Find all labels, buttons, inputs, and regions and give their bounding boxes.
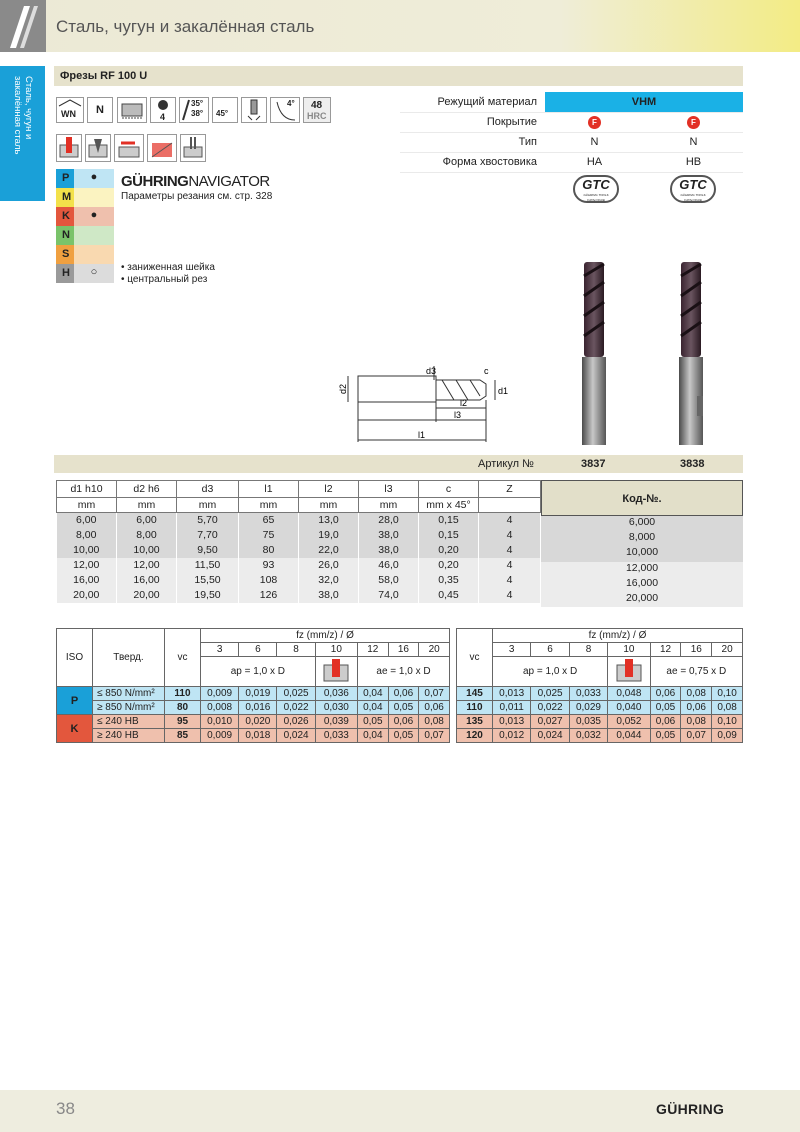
table-row xyxy=(57,588,541,603)
code-header: Код-№. xyxy=(541,480,743,516)
fz-cell: 0,08 xyxy=(681,687,712,701)
iso-header: ISO xyxy=(57,629,93,687)
navigator-logo: GÜHRINGNAVIGATOR xyxy=(121,173,270,190)
info-label: Форма хвостовика xyxy=(442,156,537,168)
dim-cell: 12,00 xyxy=(57,558,117,573)
label-l2: l2 xyxy=(460,398,468,408)
plunging-icon xyxy=(85,134,111,162)
fz-cell: 0,10 xyxy=(712,715,743,729)
iso-mark xyxy=(74,226,114,245)
diameter-header: 3 xyxy=(201,643,239,657)
iso-cell: P xyxy=(57,687,93,715)
dim-cell: 108 xyxy=(239,573,299,588)
vc-cell: 110 xyxy=(457,701,493,715)
iso-mark xyxy=(74,245,114,264)
fz-cell: 0,039 xyxy=(315,715,357,729)
dim-header: l3 xyxy=(359,481,419,498)
fz-cell: 0,009 xyxy=(201,729,239,743)
dim-unit: mm xyxy=(359,498,419,513)
center-cut-icon xyxy=(241,97,267,123)
cutting-material: VHM xyxy=(545,92,743,112)
ap-label: ap = 1,0 x D xyxy=(493,657,608,687)
side-tab[interactable] xyxy=(0,66,45,201)
fz-cell: 0,05 xyxy=(357,715,388,729)
navigator-reference[interactable]: Параметры резания см. стр. 328 xyxy=(121,191,273,202)
brand-stripe-icon xyxy=(0,0,46,52)
shank-value: HA xyxy=(586,156,603,168)
fz-cell: 0,020 xyxy=(239,715,277,729)
dim-unit: mm xyxy=(177,498,239,513)
fz-cell: 0,024 xyxy=(531,729,569,743)
type-n-icon: N xyxy=(87,97,113,123)
fz-cell: 0,052 xyxy=(608,715,650,729)
fz-cell: 0,040 xyxy=(608,701,650,715)
diameter-header: 12 xyxy=(357,643,388,657)
dim-cell: 19,50 xyxy=(177,588,239,603)
vc-cell: 145 xyxy=(457,687,493,701)
dim-cell: 22,0 xyxy=(299,543,359,558)
table-row xyxy=(457,729,743,743)
dim-header: Z xyxy=(479,481,541,498)
diameter-header: 10 xyxy=(608,643,650,657)
cutting-data-table-left xyxy=(56,628,450,743)
ae-label: ae = 0,75 x D xyxy=(650,657,742,687)
ae-label: ae = 1,0 x D xyxy=(357,657,449,687)
dim-cell: 10,00 xyxy=(117,543,177,558)
fz-header: fz (mm/z) / Ø xyxy=(493,629,743,643)
dim-unit: mm xyxy=(239,498,299,513)
fz-cell: 0,05 xyxy=(650,701,681,715)
iso-letter: H xyxy=(56,264,74,283)
page-title: Сталь, чугун и закалённая сталь xyxy=(56,17,315,36)
dimensions-table xyxy=(56,480,541,603)
fz-cell: 0,036 xyxy=(315,687,357,701)
article-bar xyxy=(54,455,743,473)
endmill-image xyxy=(570,256,720,448)
tool-engagement-icon xyxy=(608,657,650,687)
page-header xyxy=(0,0,800,52)
fz-cell: 0,022 xyxy=(531,701,569,715)
label-l1: l1 xyxy=(418,430,426,440)
fz-cell: 0,013 xyxy=(493,687,531,701)
fz-cell: 0,06 xyxy=(388,715,419,729)
fz-cell: 0,012 xyxy=(493,729,531,743)
dim-unit: mm xyxy=(57,498,117,513)
dim-cell: 19,0 xyxy=(299,528,359,543)
feature-item: • заниженная шейка xyxy=(121,262,215,273)
fz-cell: 0,011 xyxy=(493,701,531,715)
dim-cell: 8,00 xyxy=(117,528,177,543)
gtc-logo: GTC GÜHRING TOOLS CATALOGUE xyxy=(573,175,619,203)
table-row xyxy=(57,573,541,588)
dim-cell: 65 xyxy=(239,513,299,528)
helix-angle-icon: 35° 38° xyxy=(179,97,209,123)
features-list xyxy=(121,262,215,286)
dim-cell: 38,0 xyxy=(359,528,419,543)
iso-row-k xyxy=(56,207,114,226)
diameter-header: 16 xyxy=(681,643,712,657)
dim-cell: 74,0 xyxy=(359,588,419,603)
dim-cell: 0,45 xyxy=(419,588,479,603)
diameter-header: 6 xyxy=(531,643,569,657)
fz-cell: 0,06 xyxy=(650,687,681,701)
page-footer xyxy=(0,1090,800,1132)
table-row xyxy=(57,701,450,715)
type-value: N xyxy=(689,136,698,148)
hardness-cell: ≥ 240 HB xyxy=(93,729,165,743)
dim-cell: 6,00 xyxy=(57,513,117,528)
brand-logo: GÜHRING xyxy=(656,1101,725,1117)
iso-cell: K xyxy=(57,715,93,743)
table-row xyxy=(57,558,541,573)
dim-cell: 4 xyxy=(479,588,541,603)
table-row xyxy=(57,729,450,743)
dim-cell: 13,0 xyxy=(299,513,359,528)
vc-cell: 85 xyxy=(165,729,201,743)
product-bar xyxy=(54,66,743,86)
side-tab-label: Сталь, чугун и закалённая сталь xyxy=(12,76,34,155)
diameter-header: 20 xyxy=(712,643,743,657)
code-value: 10,000 xyxy=(541,546,743,561)
table-row xyxy=(57,543,541,558)
dim-cell: 32,0 xyxy=(299,573,359,588)
diameter-header: 8 xyxy=(277,643,315,657)
dim-cell: 0,15 xyxy=(419,528,479,543)
fz-cell: 0,07 xyxy=(419,687,450,701)
fz-cell: 0,025 xyxy=(277,687,315,701)
dim-cell: 4 xyxy=(479,543,541,558)
iso-row-m xyxy=(56,188,114,207)
dim-cell: 12,00 xyxy=(117,558,177,573)
dim-cell: 16,00 xyxy=(117,573,177,588)
dim-cell: 0,35 xyxy=(419,573,479,588)
shank-value: HB xyxy=(685,156,702,168)
table-row xyxy=(457,701,743,715)
article-label: Артикул № xyxy=(478,458,534,470)
dim-cell: 20,00 xyxy=(117,588,177,603)
dim-cell: 26,0 xyxy=(299,558,359,573)
code-value: 12,000 xyxy=(541,562,743,577)
cylindrical-shank-icon xyxy=(117,97,147,123)
hardness-cell: ≤ 240 HB xyxy=(93,715,165,729)
fz-cell: 0,025 xyxy=(531,687,569,701)
fz-cell: 0,07 xyxy=(681,729,712,743)
code-value: 6,000 xyxy=(541,516,743,531)
fz-cell: 0,035 xyxy=(569,715,607,729)
dim-unit xyxy=(479,498,541,513)
diameter-header: 3 xyxy=(493,643,531,657)
dim-cell: 20,00 xyxy=(57,588,117,603)
dim-cell: 8,00 xyxy=(57,528,117,543)
dim-cell: 16,00 xyxy=(57,573,117,588)
diameter-header: 20 xyxy=(419,643,450,657)
vc-header: vc xyxy=(457,629,493,687)
iso-mark xyxy=(74,188,114,207)
dim-header: l2 xyxy=(299,481,359,498)
iso-letter: M xyxy=(56,188,74,207)
label-c: c xyxy=(484,366,489,376)
fz-cell: 0,009 xyxy=(201,687,239,701)
hrc-icon: 48 HRC xyxy=(303,97,331,123)
fz-cell: 0,05 xyxy=(388,701,419,715)
iso-mark: ○ xyxy=(74,264,114,283)
dim-cell: 58,0 xyxy=(359,573,419,588)
fz-cell: 0,04 xyxy=(357,701,388,715)
iso-row-h xyxy=(56,264,114,283)
fz-cell: 0,022 xyxy=(277,701,315,715)
vc-cell: 135 xyxy=(457,715,493,729)
dim-cell: 15,50 xyxy=(177,573,239,588)
wn-icon: WN xyxy=(56,97,84,123)
slotting-icon xyxy=(56,134,82,162)
fz-cell: 0,013 xyxy=(493,715,531,729)
dim-cell: 80 xyxy=(239,543,299,558)
tool-drawing xyxy=(330,360,510,450)
fz-cell: 0,07 xyxy=(419,729,450,743)
table-row xyxy=(57,715,450,729)
iso-letter: S xyxy=(56,245,74,264)
fz-cell: 0,06 xyxy=(419,701,450,715)
info-label: Режущий материал xyxy=(437,95,537,108)
iso-letter: P xyxy=(56,169,74,188)
dim-header: d2 h6 xyxy=(117,481,177,498)
fz-cell: 0,08 xyxy=(681,715,712,729)
label-d2: d2 xyxy=(338,383,348,394)
label-l3: l3 xyxy=(454,410,462,420)
hardness-cell: ≥ 850 N/mm² xyxy=(93,701,165,715)
diameter-header: 12 xyxy=(650,643,681,657)
coating-badge: F xyxy=(687,116,700,129)
vc-header: vc xyxy=(165,629,201,687)
helical-milling-icon xyxy=(180,134,206,162)
coating-badge: F xyxy=(588,116,601,129)
tool-info-table xyxy=(400,92,743,173)
dim-cell: 5,70 xyxy=(177,513,239,528)
dim-cell: 11,50 xyxy=(177,558,239,573)
fz-cell: 0,05 xyxy=(388,729,419,743)
diameter-header: 10 xyxy=(315,643,357,657)
side-milling-icon xyxy=(114,134,144,162)
tool-engagement-icon xyxy=(315,657,357,687)
fz-cell: 0,030 xyxy=(315,701,357,715)
product-title: Фрезы RF 100 U xyxy=(60,70,148,82)
dim-header: d1 h10 xyxy=(57,481,117,498)
dim-cell: 4 xyxy=(479,573,541,588)
iso-mark: ● xyxy=(74,169,114,188)
vc-cell: 95 xyxy=(165,715,201,729)
fz-cell: 0,10 xyxy=(712,687,743,701)
dim-unit: mm xyxy=(299,498,359,513)
dim-header: c xyxy=(419,481,479,498)
fz-cell: 0,029 xyxy=(569,701,607,715)
dim-cell: 0,20 xyxy=(419,543,479,558)
fz-cell: 0,033 xyxy=(315,729,357,743)
page-number: 38 xyxy=(56,1099,75,1118)
cutting-data-table-right xyxy=(456,628,743,743)
dim-header: d3 xyxy=(177,481,239,498)
diameter-header: 16 xyxy=(388,643,419,657)
fz-cell: 0,016 xyxy=(239,701,277,715)
dim-cell: 38,0 xyxy=(359,543,419,558)
info-label: Тип xyxy=(518,136,537,148)
dim-cell: 4 xyxy=(479,513,541,528)
dim-cell: 7,70 xyxy=(177,528,239,543)
chamfer-icon: 45° xyxy=(212,97,238,123)
table-row xyxy=(457,687,743,701)
fz-cell: 0,06 xyxy=(650,715,681,729)
dim-cell: 28,0 xyxy=(359,513,419,528)
fz-cell: 0,08 xyxy=(419,715,450,729)
ramping-icon xyxy=(147,134,177,162)
fz-cell: 0,032 xyxy=(569,729,607,743)
flutes-icon: 4 xyxy=(150,97,176,123)
iso-row-s xyxy=(56,245,114,264)
dim-unit: mm xyxy=(117,498,177,513)
iso-row-n xyxy=(56,226,114,245)
dim-cell: 0,15 xyxy=(419,513,479,528)
feature-item: • центральный рез xyxy=(121,274,208,285)
fz-cell: 0,06 xyxy=(388,687,419,701)
dim-cell: 38,0 xyxy=(299,588,359,603)
fz-cell: 0,048 xyxy=(608,687,650,701)
table-row xyxy=(57,513,541,528)
dim-cell: 4 xyxy=(479,528,541,543)
vc-cell: 110 xyxy=(165,687,201,701)
dim-cell: 10,00 xyxy=(57,543,117,558)
fz-cell: 0,06 xyxy=(681,701,712,715)
iso-letter: N xyxy=(56,226,74,245)
vc-cell: 80 xyxy=(165,701,201,715)
iso-letter: K xyxy=(56,207,74,226)
ap-label: ap = 1,0 x D xyxy=(201,657,316,687)
fz-cell: 0,027 xyxy=(531,715,569,729)
fz-cell: 0,04 xyxy=(357,729,388,743)
dim-cell: 9,50 xyxy=(177,543,239,558)
iso-row-p xyxy=(56,169,114,188)
dim-cell: 126 xyxy=(239,588,299,603)
label-d1: d1 xyxy=(498,386,509,396)
diameter-header: 6 xyxy=(239,643,277,657)
hardness-header: Тверд. xyxy=(93,629,165,687)
fz-cell: 0,019 xyxy=(239,687,277,701)
code-value: 8,000 xyxy=(541,531,743,546)
iso-mark: ● xyxy=(74,207,114,226)
fz-cell: 0,008 xyxy=(201,701,239,715)
fz-cell: 0,05 xyxy=(650,729,681,743)
fz-cell: 0,04 xyxy=(357,687,388,701)
table-row xyxy=(57,687,450,701)
dim-unit: mm x 45° xyxy=(419,498,479,513)
type-value: N xyxy=(590,136,599,148)
vc-cell: 120 xyxy=(457,729,493,743)
info-label: Покрытие xyxy=(486,116,537,128)
table-row xyxy=(57,528,541,543)
fz-cell: 0,033 xyxy=(569,687,607,701)
dim-cell: 4 xyxy=(479,558,541,573)
dim-header: l1 xyxy=(239,481,299,498)
fz-header: fz (mm/z) / Ø xyxy=(201,629,450,643)
dim-cell: 75 xyxy=(239,528,299,543)
dim-cell: 6,00 xyxy=(117,513,177,528)
diameter-header: 8 xyxy=(569,643,607,657)
fz-cell: 0,026 xyxy=(277,715,315,729)
fz-cell: 0,09 xyxy=(712,729,743,743)
code-value: 16,000 xyxy=(541,577,743,592)
gtc-logo: GTC GÜHRING TOOLS CATALOGUE xyxy=(670,175,716,203)
dim-cell: 46,0 xyxy=(359,558,419,573)
fz-cell: 0,08 xyxy=(712,701,743,715)
code-value: 20,000 xyxy=(541,592,743,607)
neck-angle-icon: 4° xyxy=(270,97,300,123)
dim-cell: 0,20 xyxy=(419,558,479,573)
hardness-cell: ≤ 850 N/mm² xyxy=(93,687,165,701)
label-d3: d3 xyxy=(426,366,437,376)
fz-cell: 0,044 xyxy=(608,729,650,743)
fz-cell: 0,018 xyxy=(239,729,277,743)
article-number: 3837 xyxy=(581,458,606,470)
fz-cell: 0,010 xyxy=(201,715,239,729)
article-number: 3838 xyxy=(680,458,705,470)
dim-cell: 93 xyxy=(239,558,299,573)
table-row xyxy=(457,715,743,729)
fz-cell: 0,024 xyxy=(277,729,315,743)
